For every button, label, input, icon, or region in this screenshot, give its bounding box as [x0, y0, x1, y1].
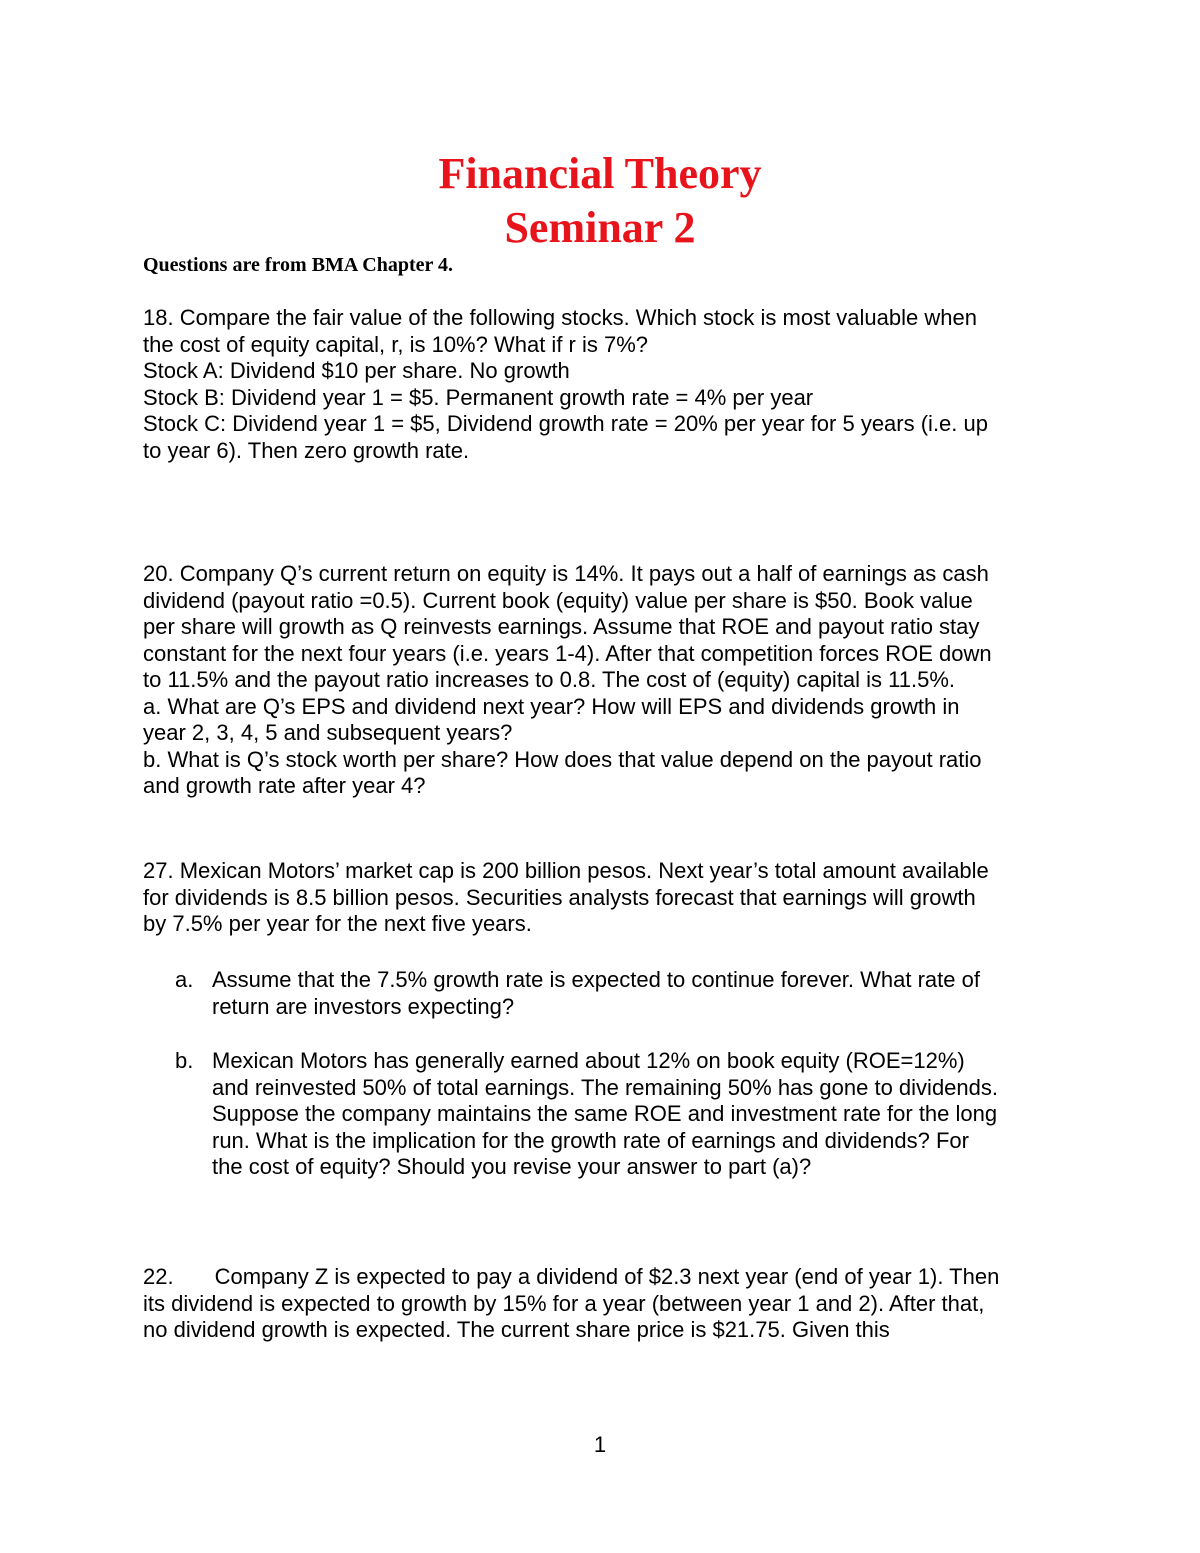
- question-20: [143, 561, 1063, 800]
- part-b-line: the cost of equity? Should you revise your answer to part (a)?: [212, 1154, 812, 1179]
- q20-line: dividend (payout ratio =0.5). Current book (equity) value per share is $50. Book value: [143, 587, 973, 613]
- part-b-marker: b.: [175, 1048, 194, 1073]
- part-b-line: and reinvested 50% of total earnings. The remaining 50% has gone to dividends.: [212, 1074, 998, 1100]
- q27-line: by 7.5% per year for the next five years.: [143, 911, 532, 936]
- q20-line: constant for the next four years (i.e. years 1-4). After that competition forces ROE down: [143, 640, 992, 666]
- part-a-line: return are investors expecting?: [212, 993, 515, 1019]
- q22-first-line: [143, 1264, 1063, 1291]
- q22-line: its dividend is expected to growth by 15% for a year (between year 1 and 2). After that,: [143, 1290, 985, 1316]
- part-b-line: Mexican Motors has generally earned about 12% on book equity (ROE=12%): [212, 1048, 965, 1073]
- part-a-line: Assume that the 7.5% growth rate is expected to continue forever. What rate of: [212, 967, 980, 992]
- q20-line: year 2, 3, 4, 5 and subsequent years?: [143, 720, 513, 745]
- question-22: [143, 1264, 1063, 1344]
- q18-line: to year 6). Then zero growth rate.: [143, 437, 470, 463]
- q22-line: no dividend growth is expected. The current share price is $21.75. Given this: [143, 1317, 890, 1342]
- intro-note: Questions are from BMA Chapter 4.: [143, 254, 453, 276]
- part-a-marker: a.: [175, 967, 194, 992]
- part-b-line: run. What is the implication for the growth rate of earnings and dividends? For: [212, 1127, 969, 1153]
- q18-line: Stock A: Dividend $10 per share. No growth: [143, 358, 570, 383]
- document-subtitle: Seminar 2: [504, 203, 696, 252]
- q22-number: 22.: [143, 1264, 174, 1289]
- page-number: 1: [593, 1432, 607, 1457]
- q20-line: and growth rate after year 4?: [143, 773, 426, 798]
- q20-line: 20. Company Q’s current return on equity is 14%. It pays out a half of earnings as cash: [143, 561, 989, 586]
- q18-line: 18. Compare the fair value of the following stocks. Which stock is most valuable when: [143, 305, 977, 330]
- q27-line: 27. Mexican Motors’ market cap is 200 billion pesos. Next year’s total amount available: [143, 858, 989, 883]
- q20-line: a. What are Q’s EPS and dividend next year? How will EPS and dividends growth in: [143, 693, 960, 719]
- q22-line: Company Z is expected to pay a dividend of $2.3 next year (end of year 1). Then: [214, 1264, 1000, 1289]
- q20-line: to 11.5% and the payout ratio increases to 0.8. The cost of (equity) capital is 11.5%.: [143, 667, 956, 692]
- q18-line: the cost of equity capital, r, is 10%? What if r is 7%?: [143, 331, 649, 357]
- q18-line: Stock C: Dividend year 1 = $5, Dividend growth rate = 20% per year for 5 years (i.e. up: [143, 411, 988, 436]
- q18-line: Stock B: Dividend year 1 = $5. Permanent growth rate = 4% per year: [143, 384, 814, 410]
- q20-line: b. What is Q’s stock worth per share? How does that value depend on the payout ratio: [143, 746, 982, 772]
- q27-line: for dividends is 8.5 billion pesos. Securities analysts forecast that earnings will growth: [143, 884, 976, 910]
- part-b-line: Suppose the company maintains the same ROE and investment rate for the long: [212, 1101, 998, 1126]
- q20-line: per share will growth as Q reinvests earnings. Assume that ROE and payout ratio stay: [143, 614, 980, 639]
- document-title: Financial Theory: [438, 149, 762, 198]
- question-18: [143, 305, 1063, 464]
- question-27: [143, 858, 1063, 938]
